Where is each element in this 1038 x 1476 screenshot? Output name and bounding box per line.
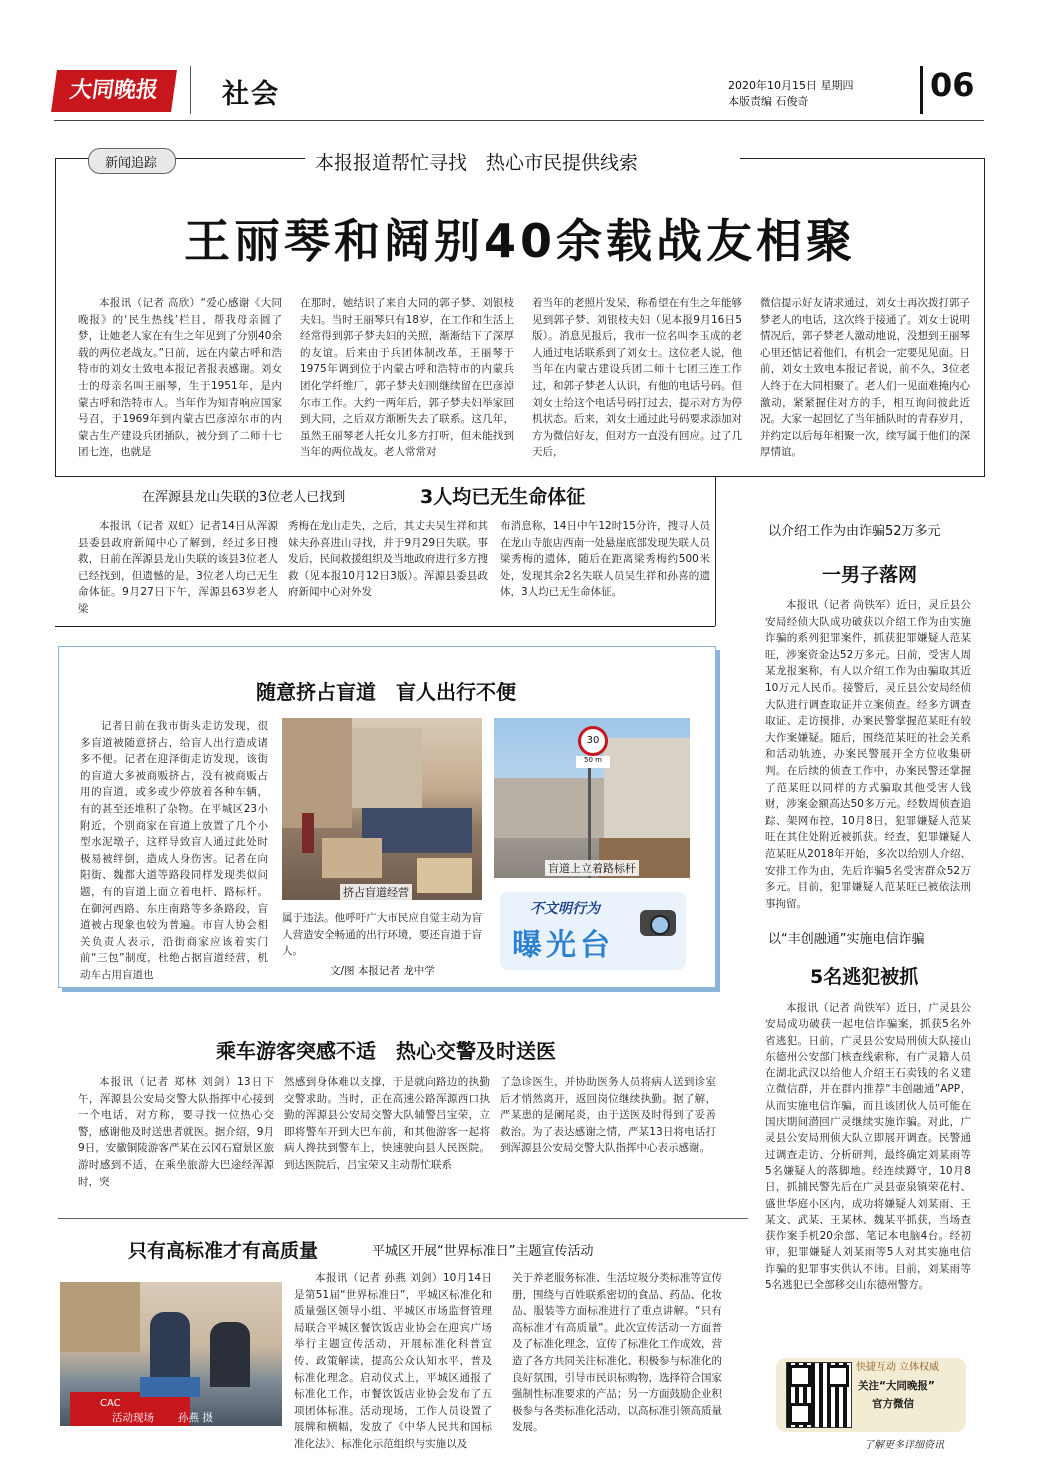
fraud2-kicker: 以“丰创融通”实施电信诈骗 [768, 932, 925, 947]
photo1-caption: 挤占盲道经营 [340, 884, 412, 900]
header-divider [190, 66, 191, 114]
qr-code [786, 1362, 852, 1428]
traffic-column-3: 了急诊医生，并协助医务人员将病人送到诊室后才悄然离开，返回岗位继续执勤。据了解，严某患的是阑尾炎，由于送医及时得到了妥善救治。为了表达感谢之情，严某13日将电话打到浑源县公安局交警大队指挥中心表示感谢。 [500, 1076, 716, 1155]
blind-headline: 随意挤占盲道 盲人出行不便 [256, 680, 516, 704]
lead-column-4: 微信提示好友请求通过，刘女士再次拨打郭子梦老人的电话，这次终于接通了。刘女士说明情况后，郭子梦老人激动地说，没想到王丽琴心里还惦记着他们，有机会一定要见见面。日前，刘女士致电本报记者说，前不久，3位老人终于在大同相聚了。老人们一见面难掩内心激动，紧紧握住对方的手，相互询问彼此近况。大家一起回忆了当年插队时的青春岁月，并约定以后每年相聚一次，续写属于他们的深厚情谊。 [760, 297, 970, 459]
standard-kicker: 平城区开展“世界标准日”主题宣传活动 [372, 1244, 594, 1259]
blind-byline: 文/图 本报记者 龙中学 [330, 965, 435, 977]
photo2-caption: 盲道上立着路标杆 [545, 860, 639, 876]
qr-line2: 关注“大同晚报” [858, 1380, 935, 1392]
standard-column-2: 关于养老服务标准、生活垃圾分类标准等宣传册，围绕与百姓联系密切的食品、药品、化妆品、服装等方面标准进行了重点讲解。“只有高标准才有高质量”。此次宣传活动一方面普及了标准化理念，宣传了标准化工作成效，营造了各方共同关注标准化、积极参与标准化的良好氛围，引导市民识标购物，选择符合国家强制性标准要求的产品；另一方面鼓励企业积极参与各类标准化活动，以高标准引领高质量发展。 [512, 1272, 722, 1434]
missing-column-3: 布消息称，14日中午12时15分许，搜寻人员在龙山寺旅店西南一处悬崖底部发现失联人员梁秀梅的遗体，随后在距离梁秀梅约500米处，发现其余2名失联人员吴生祥和孙喜的遗体，3人均已无生命体征。 [500, 520, 710, 599]
standard-photo-caption-right: 孙燕 摄 [178, 1412, 213, 1424]
fraud1-kicker: 以介绍工作为由诈骗52万多元 [768, 524, 941, 539]
missing-kicker: 在浑源县龙山失联的3位老人已找到 [142, 490, 346, 505]
missing-bottom-rule [55, 626, 715, 627]
traffic-column-2: 然感到身体难以支撑，于是就向路边的执勤交警求助。当时，正在高速公路浑源西口执勤的浑源县公安局交警大队辅警吕宝荣，立即将警车开到大巴车前，和其他游客一起将病人搀扶到警车上，快速驶向县人民医院。到达医院后，吕宝荣又主动帮忙联系 [284, 1076, 490, 1171]
blind-column-1: 记者日前在我市街头走访发现，很多盲道被随意挤占，给盲人出行造成诸多不便。记者在迎泽街走访发现，该街的盲道大多被商贩挤占，没有被商贩占用的盲道，或多或少停放着各种车辆，有的甚至还堆积了杂物。在平城区23小附近，个别商家在盲道上放置了几个小型水泥墩子，这样导致盲人通过此处时极易被绊倒，造成人身伤害。记者在向阳街、魏都大道等路段同样发现类似问题，有的盲道上面立着电杆、路标杆。在御河西路、东庄南路等多条路段，盲道被占现象也较为普遍。市盲人协会相关负责人表示，沿街商家应该着实门前“三包”制度，杜绝占据盲道经营，机动车占用盲道也 [80, 720, 268, 981]
missing-headline: 3人均已无生命体征 [420, 486, 586, 508]
standard-photo-caption-left: 活动现场 [112, 1412, 154, 1424]
missing-right-rule [715, 476, 716, 626]
lead-headline: 王丽琴和阔别40余载战友相聚 [183, 214, 856, 268]
missing-column-2: 秀梅在龙山走失，之后，其丈夫吴生祥和其妹夫孙喜进山寻找，并于9月29日失联。事发后，民间救援组织及当地政府进行多方搜救（见本报10月12日3版）。浑源县委县政府新闻中心对外发 [288, 520, 488, 599]
traffic-headline: 乘车游客突感不适 热心交警及时送医 [216, 1039, 556, 1063]
blind-column-2: 属于违法。他呼吁广大市民应自觉主动为盲人营造安全畅通的出行环境，要还盲道于盲人。 [282, 912, 482, 958]
lead-box-top-right [740, 158, 984, 159]
expose-badge-top: 不文明行为 [530, 901, 600, 917]
lead-column-1: 本报讯（记者 高欣）“爱心感谢《大同晚报》的‘民生热线’栏目，帮我母亲圆了梦，让她老人家在有生之年见到了分别40余载的两位老战友。”日前，远在内蒙古呼和浩特市的刘女士致电本报记者报表感谢。刘女士的母亲名叫王丽琴，生于1951年，是内蒙古呼和浩特市人。当年作为知青响应国家号召，于1969年到内蒙古巴彦淖尔市的内蒙古生产建设兵团插队，被分到了二师十七团七连，也就是 [78, 297, 282, 459]
standard-headline: 只有高标准才有高质量 [128, 1240, 319, 1262]
table-banner-text: CAC [100, 1398, 121, 1409]
expose-badge-main: 曝光台 [512, 928, 614, 963]
masthead-logo [51, 70, 177, 112]
page-no-divider [920, 66, 923, 114]
speed-sign-value: 30 [586, 735, 600, 746]
camera-icon [640, 910, 676, 936]
fraud2-headline: 5名逃犯被抓 [810, 966, 919, 988]
photo-standard-event [60, 1282, 282, 1426]
lead-kicker: 本报报道帮忙寻找 热心市民提供线索 [315, 152, 639, 174]
qr-line3: 官方微信 [872, 1398, 914, 1410]
traffic-bottom-rule [58, 1218, 748, 1219]
issue-date: 2020年10月15日 星期四 [728, 79, 854, 92]
fraud1-headline: 一男子落网 [822, 564, 918, 586]
news-followup-tag-label: 新闻追踪 [104, 156, 157, 171]
header-rule [54, 120, 984, 121]
speed-sign-distance: 50 m [584, 756, 602, 764]
expose-badge [500, 892, 686, 970]
qr-line1: 快捷互动 立体权威 [856, 1362, 940, 1373]
qr-line4: 了解更多详细资讯 [864, 1440, 944, 1451]
fraud1-body: 本报讯（记者 尚铁军）近日，灵丘县公安局经侦大队成功破获以介绍工作为由实施诈骗的系列犯罪案件，抓获犯罪嫌疑人范某旺，涉案资金达52万多元。日前，受害人周某龙报案称，有人以介绍工作为由骗取其近10万元人民币。接警后，灵丘县公安局经侦大队进行调查取证并立案侦查。经多方调查取证、走访摸排，办案民警掌握范某旺有较大作案嫌疑。随后，围绕范某旺的社会关系和活动轨迹，办案民警展开全方位收集研判。在后续的侦查工作中，办案民警还掌握了范某旺以同样的方式骗取其他受害人钱财，涉案金额高达50多万元。经数周侦查追踪、架网布控，10月8日，犯罪嫌疑人范某旺在其住处附近被抓获。经查，犯罪嫌疑人范某旺从2018年开始，多次以给别人介绍、安排工作为由，先后诈骗5名受害群众52万多元。目前，犯罪嫌疑人范某旺已被依法刑事拘留。 [765, 599, 971, 910]
traffic-column-1: 本报讯（记者 郑林 刘剑）13日下午，浑源县公安局交警大队指挥中心接到一个电话，对方称，要寻找一位热心交警，感谢他及时送患者就医。据介绍，9月9日，安徽铜陵游客严某在云冈石窟景区旅游时感到不适，在乘坐旅游大巴途经浑源时，突 [78, 1076, 274, 1188]
page-number: 06 [930, 66, 975, 104]
missing-column-1: 本报讯（记者 双虹）记者14日从浑源县委县政府新闻中心了解到，经过多日搜救，日前在浑源县龙山失联的该县3位老人已经找到，但遗憾的是，3位老人均已无生命体征。9月27日下午，浑源县63岁老人梁 [78, 520, 278, 615]
standard-column-1: 本报讯（记者 孙燕 刘剑）10月14日是第51届“世界标准日”，平城区标准化和质量强区领导小组、平城区市场监督管理局联合平城区餐饮饭店业协会在迎宾广场举行主题宣传活动，开展标准化科普宣传、政策解读，提高公众认知水平，普及标准化理念。启动仪式上，平城区通报了标准化工作，市餐饮饭店业协会发布了五项团体标准。活动现场，工作人员设置了展牌和横幅，发放了《中华人民共和国标准化法》、标准化示范组织与实施以及 [294, 1272, 492, 1450]
fraud2-body: 本报讯（记者 尚铁军）近日，广灵县公安局成功破获一起电信诈骗案，抓获5名外省逃犯。日前，广灵县公安局刑侦大队接山东德州公安部门核查线索称，有广灵籍人员在湖北武汉以给他人介绍王石卖钱的名义建立微信群，并在群内推荐“丰创融通”APP，从而实施电信诈骗，而且该团伙人员可能在国庆期间潜回广灵继续实施诈骗。对此，广灵县公安局刑侦大队立即展开调查。民警通过调查走访、分析研判，最终确定刘某雨等5名嫌疑人的落脚地。经连续蹲守，10月8日，抓捕民警先后在广灵县壶泉镇荣花村、盛世华庭小区内，成功将嫌疑人刘某雨、王某文、武某、王某林、魏某平抓获，当场查获作案手机20余部、笔记本电脑4台。经初审，犯罪嫌疑人刘某雨等5人对其实施电信诈骗的犯罪事实供认不讳。目前，刘某雨等5名逃犯已全部移交山东德州警方。 [765, 1002, 971, 1292]
photo-occupied-lane [282, 718, 482, 900]
page-editor: 本版责编 石俊奇 [728, 95, 809, 108]
lead-column-2: 在那时，她结识了来自大同的郭子梦、刘银枝夫妇。当时王丽琴只有18岁，在工作和生活上经常得到郭子梦夫妇的关照，渐渐结下了深厚的友谊。后来由于兵团体制改革，王丽琴于1975年调到位于内蒙古呼和浩特市的内蒙兵团化学纤维厂，郭子梦夫妇则继续留在巴彦淖尔市工作。大约一两年后，郭子梦夫妇举家回到大同，之后双方渐断失去了联系。这几年，虽然王丽琴老人托女儿多方打听，但未能找到当年的两位战友。老人常常对 [300, 297, 514, 459]
section-title: 社会 [222, 79, 280, 110]
photo-signpost-lane [494, 718, 690, 878]
lead-column-3: 着当年的老照片发呆，称希望在有生之年能够见到郭子梦、刘银枝夫妇（见本报9月16日5版）。消息见报后，我市一位名叫李玉成的老人通过电话联系到了刘女士。这位老人说，他当年在内蒙古建设兵团二师十七团三连工作过，和郭子梦老人认识，有他的电话号码。但刘女士给这个电话号码打过去，提示对方为停机状态。后来，刘女士通过此号码要求添加对方为微信好友，但对方一直没有回应。过了几天后， [532, 297, 742, 459]
logo-text: 大同晚报 [68, 78, 160, 103]
